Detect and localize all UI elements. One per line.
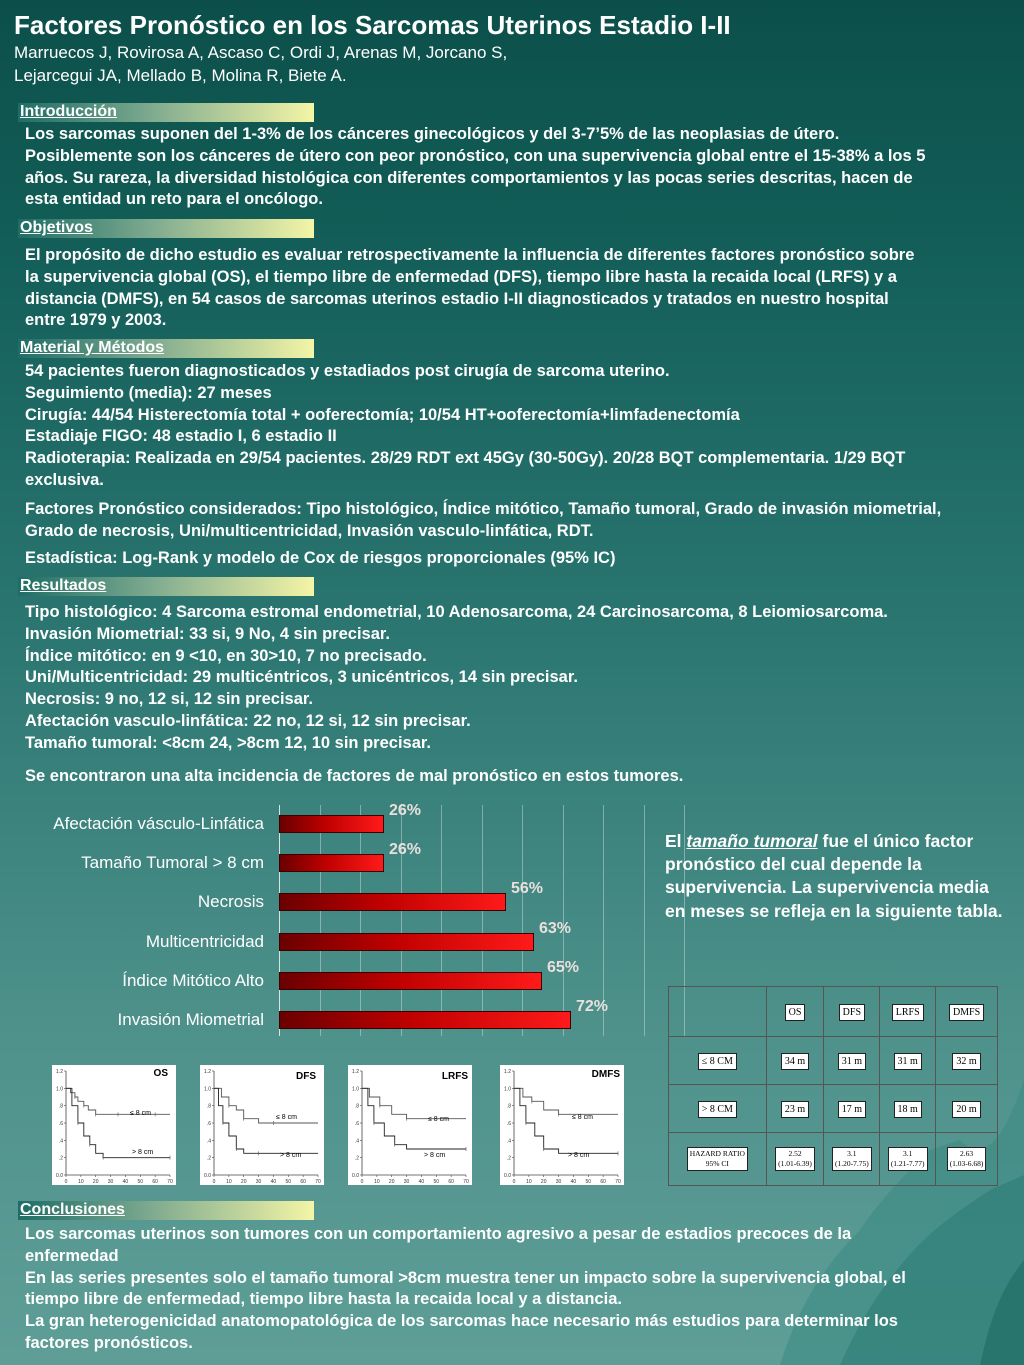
section-heading-metodos bbox=[18, 339, 314, 358]
table-row bbox=[669, 1037, 998, 1085]
chart-data-label: 65% bbox=[547, 959, 580, 976]
km-x-tick-label: 0 bbox=[512, 1179, 516, 1185]
km-x-tick-label: 60 bbox=[152, 1179, 158, 1185]
km-x-tick-label: 60 bbox=[300, 1179, 306, 1185]
table-value: 20 m bbox=[952, 1101, 980, 1118]
table-cell bbox=[824, 1085, 880, 1133]
text-line: Afectación vasculo-linfática: 22 no, 12 si, 12 sin precisar. bbox=[25, 711, 471, 730]
hazard-label: HAZARD RATIO bbox=[689, 1149, 745, 1158]
text-line: En las series presentes solo el tamaño tumoral >8cm muestra tener un impacto sobre la supervivencia global, el bbox=[25, 1268, 906, 1287]
annotation-prefix: El bbox=[665, 831, 687, 851]
text-line: Se encontraron una alta incidencia de factores de mal pronóstico en estos tumores. bbox=[25, 767, 684, 785]
chart-category-label: Invasión Miometrial bbox=[117, 1010, 264, 1029]
km-y-tick-label: .4 bbox=[506, 1138, 511, 1145]
km-y-tick-label: .6 bbox=[58, 1121, 63, 1127]
km-y-tick-label: .4 bbox=[206, 1138, 211, 1145]
table-cell bbox=[766, 1085, 824, 1133]
km-legend-le8: ≤ 8 cm bbox=[572, 1114, 593, 1121]
km-x-tick-label: 20 bbox=[540, 1179, 547, 1185]
table-row-hazard bbox=[669, 1133, 998, 1186]
section-heading-label: Resultados bbox=[20, 577, 107, 594]
km-y-tick-label: .8 bbox=[354, 1103, 359, 1110]
km-x-tick-label: 40 bbox=[570, 1179, 577, 1185]
km-y-tick-label: .6 bbox=[206, 1121, 211, 1127]
chart-gridline bbox=[320, 805, 321, 1036]
table-value: 31 m bbox=[838, 1053, 866, 1070]
chart-data-label: 56% bbox=[511, 880, 544, 897]
hazard-value: 3.1 bbox=[847, 1149, 857, 1158]
ci-value: (1.03-6.68) bbox=[949, 1159, 984, 1168]
survival-table bbox=[668, 986, 998, 1186]
table-header-cell bbox=[766, 987, 824, 1037]
km-plot-dmfs bbox=[500, 1065, 624, 1185]
km-y-tick-label: 1.0 bbox=[504, 1086, 511, 1093]
km-x-tick-label: 30 bbox=[255, 1179, 262, 1185]
authors-line-2: Lejarcegui JA, Mellado B, Molina R, Biete A. bbox=[14, 66, 347, 85]
chart-data-label: 26% bbox=[389, 841, 422, 858]
annotation-rest: fue el único factor pronóstico del cual depende la supervivencia. La supervivencia media en meses se refleja en la siguiente tabla. bbox=[665, 831, 1003, 921]
km-y-tick-label: 1.2 bbox=[352, 1069, 359, 1075]
km-x-tick-label: 40 bbox=[418, 1179, 425, 1185]
section-heading-conclusiones bbox=[18, 1201, 314, 1220]
km-x-tick-label: 40 bbox=[122, 1179, 129, 1185]
section-heading-introduccion bbox=[18, 103, 314, 122]
chart-gridline bbox=[522, 805, 523, 1036]
table-cell bbox=[880, 1085, 936, 1133]
table-value bbox=[775, 1147, 815, 1171]
table-row-label-cell bbox=[669, 1037, 767, 1085]
text-line: años. Su rareza, la diversidad histológica con diferentes comportamientos y las pocas series descritas, hacen de bbox=[25, 168, 913, 187]
km-y-tick-label: 0.0 bbox=[504, 1173, 511, 1179]
km-x-tick-label: 30 bbox=[107, 1179, 114, 1185]
km-curve-le8 bbox=[514, 1088, 618, 1114]
table-header-cell bbox=[936, 987, 998, 1037]
chart-gridline bbox=[279, 805, 280, 1036]
km-y-tick-label: .2 bbox=[506, 1155, 511, 1162]
table-value: 31 m bbox=[894, 1053, 922, 1070]
table-row-label bbox=[687, 1147, 748, 1171]
text-line: Grado de necrosis, Uni/multicentricidad, Invasión vasculo-linfática, RDT. bbox=[25, 521, 594, 540]
km-x-tick-label: 60 bbox=[600, 1179, 606, 1185]
text-line: Uni/Multicentricidad: 29 multicéntricos, 3 unicéntricos, 14 sin precisar. bbox=[25, 668, 578, 687]
km-plot-title: LRFS bbox=[441, 1071, 468, 1082]
km-y-tick-label: .6 bbox=[506, 1121, 511, 1127]
section-heading-objetivos bbox=[18, 219, 314, 238]
table-header-label: DMFS bbox=[949, 1004, 984, 1021]
objectives-text bbox=[25, 245, 914, 332]
km-legend-gt8: > 8 cm bbox=[132, 1149, 154, 1156]
km-plot-dfs bbox=[200, 1065, 324, 1185]
km-x-tick-label: 0 bbox=[360, 1179, 364, 1185]
section-heading-resultados bbox=[18, 577, 314, 596]
km-y-tick-label: 0.0 bbox=[204, 1173, 211, 1179]
text-line: Invasión Miometrial: 33 si, 9 No, 4 sin precisar. bbox=[25, 624, 390, 643]
km-x-tick-label: 70 bbox=[167, 1179, 173, 1185]
table-header-cell bbox=[880, 987, 936, 1037]
chart-data-label: 72% bbox=[576, 998, 609, 1015]
km-legend-le8: ≤ 8 cm bbox=[276, 1114, 297, 1121]
km-y-tick-label: .6 bbox=[354, 1121, 359, 1127]
section-heading-label: Material y Métodos bbox=[20, 339, 165, 356]
text-line: 54 pacientes fueron diagnosticados y estadiados post cirugía de sarcoma uterino. bbox=[25, 362, 670, 380]
chart-gridline bbox=[360, 805, 361, 1036]
km-y-tick-label: .2 bbox=[354, 1155, 359, 1162]
chart-bar bbox=[279, 1011, 571, 1029]
annotation-emphasis: tamaño tumoral bbox=[686, 831, 818, 851]
text-line: Estadiaje FIGO: 48 estadio I, 6 estadio II bbox=[25, 427, 337, 446]
text-line: Cirugía: 44/54 Histerectomía total + ooferectomía; 10/54 HT+ooferectomía+limfadenectomía bbox=[25, 405, 740, 424]
text-line: La gran heterogenicidad anatomopatológica de los sarcomas hace necesario más estudios para determinar los bbox=[25, 1312, 898, 1331]
km-curve-le8 bbox=[214, 1088, 318, 1123]
km-y-tick-label: .4 bbox=[58, 1138, 63, 1145]
section-heading-label: Objetivos bbox=[20, 219, 93, 236]
methods-factors-text bbox=[25, 499, 941, 543]
text-line: Tipo histológico: 4 Sarcoma estromal endometrial, 10 Adenosarcoma, 24 Carcinosarcoma, 8 Leiomiosarcoma. bbox=[25, 603, 888, 621]
km-curve-le8 bbox=[362, 1088, 466, 1118]
chart-bar bbox=[279, 972, 542, 990]
chart-category-label: Afectación vásculo-Linfática bbox=[53, 814, 264, 833]
table-value: 23 m bbox=[781, 1101, 809, 1118]
methods-statistics-text bbox=[25, 548, 615, 570]
km-y-tick-label: 1.2 bbox=[56, 1069, 63, 1075]
km-x-tick-label: 70 bbox=[463, 1179, 469, 1185]
km-x-tick-label: 50 bbox=[433, 1179, 440, 1185]
km-y-tick-label: 1.0 bbox=[352, 1086, 359, 1093]
km-x-tick-label: 50 bbox=[137, 1179, 144, 1185]
km-legend-le8: ≤ 8 cm bbox=[130, 1110, 151, 1117]
table-header-row bbox=[669, 987, 998, 1037]
text-line: Índice mitótico: en 9 <10, en 30>10, 7 no precisado. bbox=[25, 646, 427, 665]
chart-gridline bbox=[644, 805, 645, 1036]
table-cell bbox=[936, 1133, 998, 1186]
text-line: Seguimiento (media): 27 meses bbox=[25, 383, 272, 402]
km-y-tick-label: 0.0 bbox=[56, 1173, 63, 1179]
text-line: enfermedad bbox=[25, 1246, 119, 1265]
conclusions-text bbox=[25, 1224, 906, 1355]
table-header-label: DFS bbox=[839, 1004, 865, 1021]
km-plot-os bbox=[52, 1065, 176, 1185]
km-plot-lrfs bbox=[348, 1065, 472, 1185]
km-y-tick-label: .4 bbox=[354, 1138, 359, 1145]
km-x-tick-label: 10 bbox=[78, 1179, 84, 1185]
section-heading-label: Conclusiones bbox=[20, 1201, 125, 1218]
km-plot-svg bbox=[500, 1065, 624, 1185]
km-x-tick-label: 20 bbox=[240, 1179, 247, 1185]
table-row-label: > 8 CM bbox=[698, 1101, 737, 1118]
table-value: 34 m bbox=[781, 1053, 809, 1070]
ci-value: (1.21-7.77) bbox=[890, 1159, 925, 1168]
table-cell bbox=[880, 1133, 936, 1186]
text-line: tiempo libre de enfermedad, tiempo libre hasta la recaida local y a distancia. bbox=[25, 1290, 622, 1309]
km-legend-gt8: > 8 cm bbox=[424, 1152, 446, 1159]
table-value: 18 m bbox=[894, 1101, 922, 1118]
table-cell bbox=[824, 1037, 880, 1085]
chart-bar bbox=[279, 815, 384, 833]
chart-category-label: Multicentricidad bbox=[145, 932, 264, 951]
table-value bbox=[888, 1147, 928, 1171]
chart-gridline bbox=[441, 805, 442, 1036]
km-y-tick-label: 1.2 bbox=[504, 1069, 511, 1075]
text-line: Factores Pronóstico considerados: Tipo histológico, Índice mitótico, Tamaño tumoral, Grado de invasión miometrial, bbox=[25, 500, 942, 518]
km-y-tick-label: 1.0 bbox=[204, 1086, 211, 1093]
text-line: entre 1979 y 2003. bbox=[25, 311, 167, 330]
km-y-tick-label: 0.0 bbox=[352, 1173, 359, 1179]
km-plot-title: DMFS bbox=[591, 1069, 620, 1080]
text-line: la supervivencia global (OS), el tiempo libre de enfermedad (DFS), tiempo libre hasta la recaida local (LRFS) y a bbox=[25, 267, 897, 286]
text-line: exclusiva. bbox=[25, 470, 104, 489]
text-line: Los sarcomas uterinos son tumores con un comportamiento agresivo a pesar de estadios precoces de la bbox=[25, 1225, 852, 1243]
table-value: 32 m bbox=[952, 1053, 980, 1070]
km-y-tick-label: .8 bbox=[206, 1103, 211, 1110]
km-plot-svg bbox=[200, 1065, 324, 1185]
table-cell bbox=[936, 1037, 998, 1085]
table-header-label: OS bbox=[785, 1004, 806, 1021]
table-cell bbox=[766, 1037, 824, 1085]
text-line: Tamaño tumoral: <8cm 24, >8cm 12, 10 sin precisar. bbox=[25, 733, 431, 752]
km-y-tick-label: .8 bbox=[506, 1103, 511, 1110]
ci-value: (1.01-6.39) bbox=[778, 1159, 812, 1168]
table-row-label-cell bbox=[669, 1085, 767, 1133]
km-legend-gt8: > 8 cm bbox=[568, 1152, 590, 1159]
km-x-tick-label: 20 bbox=[92, 1179, 99, 1185]
km-curve-gt8 bbox=[66, 1088, 170, 1157]
text-line: Posiblemente son los cánceres de útero con peor pronóstico, con una supervivencia global entre el 15-38% a los 5 bbox=[25, 146, 926, 165]
table-header-label: LRFS bbox=[892, 1004, 924, 1021]
section-heading-label: Introducción bbox=[20, 103, 117, 120]
methods-text bbox=[25, 361, 905, 492]
km-y-tick-label: .2 bbox=[58, 1155, 63, 1162]
km-x-tick-label: 30 bbox=[555, 1179, 562, 1185]
text-line: factores pronósticos. bbox=[25, 1333, 193, 1352]
authors-line-1: Marruecos J, Rovirosa A, Ascaso C, Ordi J, Arenas M, Jorcano S, bbox=[14, 43, 508, 62]
km-x-tick-label: 0 bbox=[212, 1179, 216, 1185]
hazard-value: 2.52 bbox=[788, 1149, 802, 1158]
km-x-tick-label: 0 bbox=[64, 1179, 68, 1185]
km-x-tick-label: 10 bbox=[226, 1179, 232, 1185]
text-line: Estadística: Log-Rank y modelo de Cox de riesgos proporcionales (95% IC) bbox=[25, 549, 616, 567]
km-x-tick-label: 50 bbox=[285, 1179, 292, 1185]
km-x-tick-label: 10 bbox=[526, 1179, 532, 1185]
table-row-label: ≤ 8 CM bbox=[698, 1053, 737, 1070]
km-plot-svg bbox=[52, 1065, 176, 1185]
table-cell bbox=[766, 1133, 824, 1186]
km-x-tick-label: 20 bbox=[388, 1179, 395, 1185]
table-cell bbox=[936, 1085, 998, 1133]
km-curve-gt8 bbox=[214, 1088, 318, 1153]
text-line: Necrosis: 9 no, 12 si, 12 sin precisar. bbox=[25, 690, 313, 709]
chart-data-label: 26% bbox=[389, 802, 422, 819]
chart-data-label: 63% bbox=[539, 920, 572, 937]
text-line: Los sarcomas suponen del 1-3% de los cánceres ginecológicos y del 3-7’5% de las neoplasias de útero. bbox=[25, 125, 840, 143]
chart-bar bbox=[279, 933, 534, 951]
table-row bbox=[669, 1085, 998, 1133]
results-text bbox=[25, 602, 888, 755]
chart-bar bbox=[279, 854, 384, 872]
km-y-tick-label: 1.2 bbox=[204, 1069, 211, 1075]
hazard-value: 3.1 bbox=[903, 1149, 913, 1158]
chart-category-label: Índice Mitótico Alto bbox=[122, 971, 264, 990]
km-x-tick-label: 60 bbox=[448, 1179, 454, 1185]
km-plot-title: DFS bbox=[296, 1071, 316, 1082]
km-x-tick-label: 50 bbox=[585, 1179, 592, 1185]
intro-text bbox=[25, 124, 925, 211]
km-y-tick-label: .8 bbox=[58, 1103, 63, 1110]
km-x-tick-label: 10 bbox=[374, 1179, 380, 1185]
hazard-value: 2.63 bbox=[960, 1149, 974, 1158]
text-line: El propósito de dicho estudio es evaluar retrospectivamente la influencia de diferentes factores pronóstico sobre bbox=[25, 246, 915, 264]
km-x-tick-label: 30 bbox=[403, 1179, 410, 1185]
km-x-tick-label: 70 bbox=[615, 1179, 621, 1185]
table-value bbox=[947, 1147, 987, 1171]
results-summary bbox=[25, 766, 683, 788]
km-curve-gt8 bbox=[514, 1088, 618, 1153]
table-row-label-cell bbox=[669, 1133, 767, 1186]
table-cell bbox=[880, 1037, 936, 1085]
km-legend-le8: ≤ 8 cm bbox=[428, 1116, 449, 1123]
chart-category-label: Tamaño Tumoral > 8 cm bbox=[81, 853, 264, 872]
tumor-size-annotation bbox=[665, 830, 1005, 923]
km-plot-svg bbox=[348, 1065, 472, 1185]
poster-title: Factores Pronóstico en los Sarcomas Uterinos Estadio I-II bbox=[14, 10, 731, 40]
table-corner-cell bbox=[669, 987, 767, 1037]
chart-gridline bbox=[482, 805, 483, 1036]
text-line: Radioterapia: Realizada en 29/54 pacientes. 28/29 RDT ext 45Gy (30-50Gy). 20/28 BQT complementaria. 1/29 BQT bbox=[25, 449, 906, 468]
table-cell bbox=[824, 1133, 880, 1186]
km-curve-le8 bbox=[66, 1088, 170, 1114]
km-legend-gt8: > 8 cm bbox=[280, 1152, 302, 1159]
km-x-tick-label: 70 bbox=[315, 1179, 321, 1185]
km-x-tick-label: 40 bbox=[270, 1179, 277, 1185]
text-line: esta entidad un reto para el oncólogo. bbox=[25, 190, 323, 209]
text-line: distancia (DMFS), en 54 casos de sarcomas uterinos estadio I-II diagnosticados y tratados en nuestro hospital bbox=[25, 289, 889, 308]
ci-label: 95% CI bbox=[705, 1159, 729, 1168]
km-plot-title: OS bbox=[153, 1068, 168, 1079]
km-y-tick-label: 1.0 bbox=[56, 1086, 63, 1093]
table-value: 17 m bbox=[838, 1101, 866, 1118]
chart-category-label: Necrosis bbox=[197, 892, 264, 911]
ci-value: (1.20-7.75) bbox=[834, 1159, 869, 1168]
chart-bar bbox=[279, 893, 506, 911]
km-y-tick-label: .2 bbox=[206, 1155, 211, 1162]
table-value bbox=[832, 1147, 872, 1171]
table-header-cell bbox=[824, 987, 880, 1037]
chart-gridline bbox=[401, 805, 402, 1036]
